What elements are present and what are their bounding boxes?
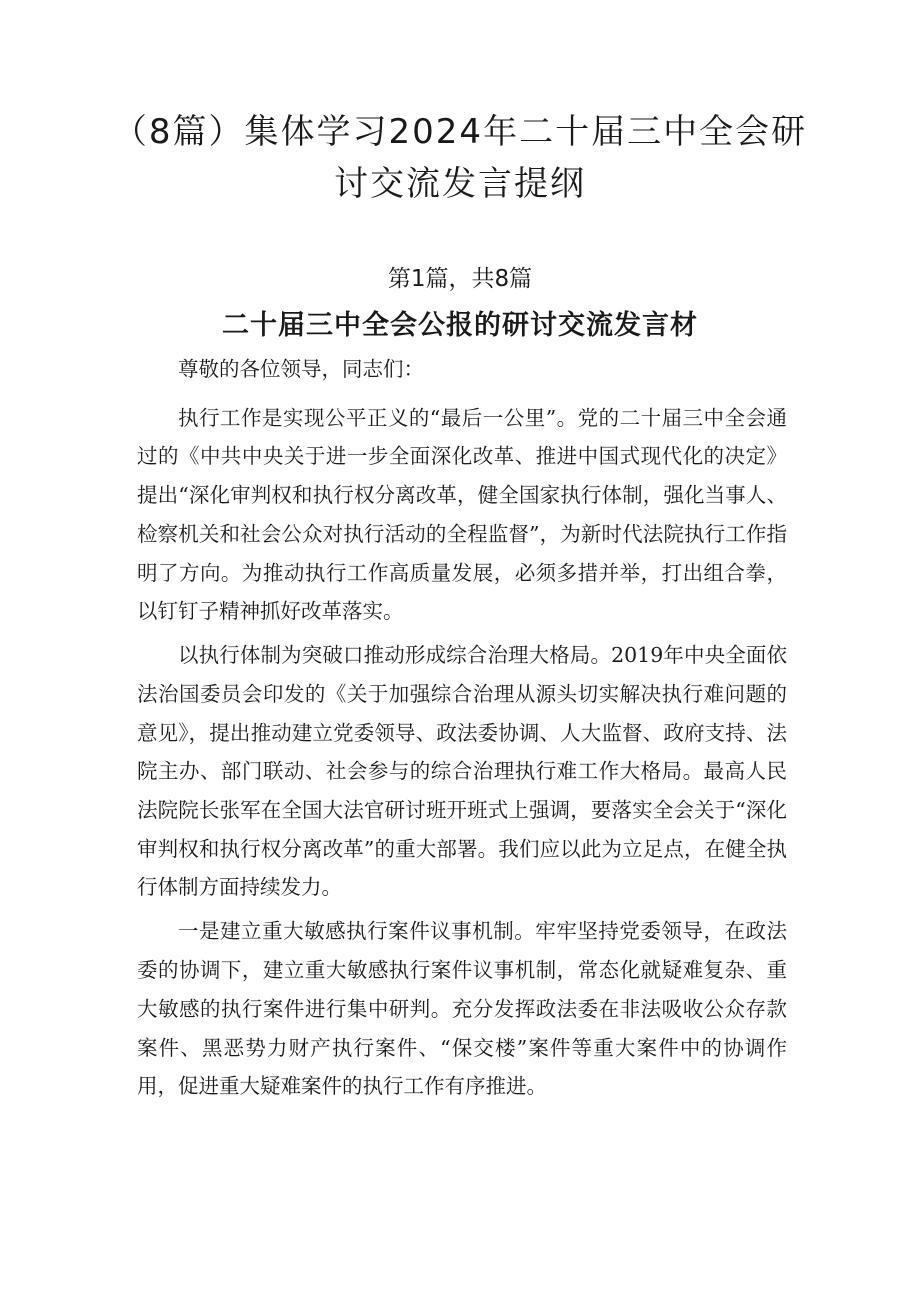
- paragraph: 一是建立重大敏感执行案件议事机制。牢牢坚持党委领导，在政法委的协调下，建立重大敏感执行案件议事机制，常态化就疑难复杂、重大敏感的执行案件进行集中研判。充分发挥政法委在非法吸收公众存款案件、黑恶势力财产执行案件、“保交楼”案件等重大案件中的协调作用，促进重大疑难案件的执行工作有序推进。: [137, 919, 787, 1099]
- part-label: 第1篇，共8篇: [387, 266, 533, 292]
- paragraph: 以执行体制为突破口推动形成综合治理大格局。2019年中央全面依法治国委员会印发的《关于加强综合治理从源头切实解决执行难问题的意见》，提出推动建立党委领导、政法委协调、人大监督、政府支持、法院主办、部门联动、社会参与的综合治理执行难工作大格局。最高人民法院院长张军在全国大法官研讨班开班式上强调，要落实全会关于“深化审判权和执行权分离改革”的重大部署。我们应以此为立足点，在健全执行体制方面持续发力。: [137, 643, 787, 900]
- body-text: [137, 350, 787, 1111]
- salutation: 尊敬的各位领导，同志们：: [178, 357, 424, 381]
- document-title-line-2: 讨交流发言提纲: [334, 164, 586, 204]
- paragraph: 执行工作是实现公平正义的“最后一公里”。党的二十届三中全会通过的《中共中央关于进一步全面深化改革、推进中国式现代化的决定》提出“深化审判权和执行权分离改革，健全国家执行体制，强化当事人、检察机关和社会公众对执行活动的全程监督”，为新时代法院执行工作指明了方向。为推动执行工作高质量发展，必须多措并举，打出组合拳，以钉钉子精神抓好改革落实。: [137, 405, 787, 624]
- document-title-line-1: （8篇）集体学习2024年二十届三中全会研: [112, 112, 808, 152]
- part-title: 二十届三中全会公报的研讨交流发言材: [222, 310, 698, 341]
